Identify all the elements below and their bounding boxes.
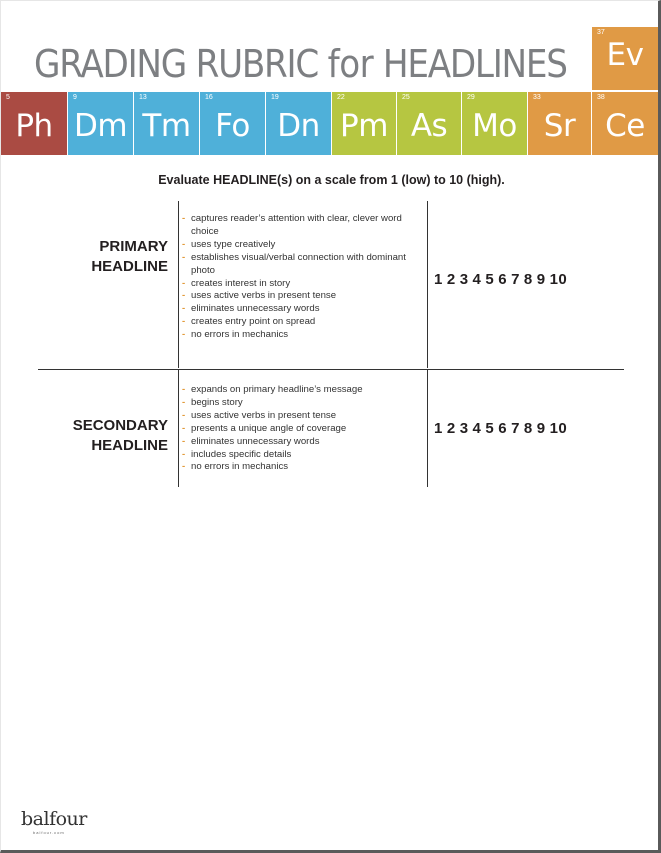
title-text-for: for bbox=[327, 42, 374, 86]
instruction-text: Evaluate HEADLINE(s) on a scale from 1 (low) to 10 (high). bbox=[158, 173, 505, 187]
element-tile-ce bbox=[592, 92, 658, 155]
tile-number: 33 bbox=[533, 94, 541, 101]
page-title bbox=[34, 41, 567, 87]
element-tile-dn bbox=[266, 92, 331, 155]
element-tile-ph bbox=[1, 92, 67, 155]
tile-number: 29 bbox=[467, 94, 475, 101]
score-option-8[interactable]: 8 bbox=[523, 271, 533, 288]
balfour-logo: balfour bbox=[21, 808, 87, 830]
score-option-3[interactable]: 3 bbox=[459, 271, 469, 288]
primary-criteria-list bbox=[182, 213, 412, 342]
criteria-item: - eliminates unnecessary words bbox=[182, 436, 412, 449]
criteria-item: - expands on primary headline’s message bbox=[182, 384, 412, 397]
tile-symbol: Dn bbox=[277, 108, 320, 144]
score-option-5[interactable]: 5 bbox=[485, 271, 495, 288]
tile-number: 9 bbox=[73, 94, 77, 101]
tile-number: 16 bbox=[205, 94, 213, 101]
score-option-10[interactable]: 10 bbox=[549, 271, 568, 288]
title-text-headlines: HEADLINES bbox=[373, 42, 567, 86]
criteria-item: - begins story bbox=[182, 397, 412, 410]
criteria-item: - no errors in mechanics bbox=[182, 329, 412, 342]
secondary-score-scale bbox=[434, 420, 571, 437]
tile-number: 38 bbox=[597, 94, 605, 101]
element-tile-as bbox=[397, 92, 461, 155]
label-line: HEADLINE bbox=[91, 437, 168, 454]
criteria-item: - establishes visual/verbal connection with dominant photo bbox=[182, 252, 412, 278]
score-option-6[interactable]: 6 bbox=[498, 271, 508, 288]
criteria-item: - eliminates unnecessary words bbox=[182, 303, 412, 316]
label-line: PRIMARY bbox=[99, 238, 168, 255]
score-option-6[interactable]: 6 bbox=[498, 420, 508, 437]
element-tile-dm bbox=[68, 92, 133, 155]
divider-vertical-left-top bbox=[178, 201, 179, 368]
tile-number: 19 bbox=[271, 94, 279, 101]
score-option-10[interactable]: 10 bbox=[549, 420, 568, 437]
criteria-item: - uses type creatively bbox=[182, 239, 412, 252]
tile-symbol: Pm bbox=[340, 108, 388, 144]
criteria-item: - includes specific details bbox=[182, 449, 412, 462]
score-option-9[interactable]: 9 bbox=[536, 271, 546, 288]
tile-symbol: As bbox=[410, 108, 448, 144]
tile-number: 5 bbox=[6, 94, 10, 101]
criteria-item: - no errors in mechanics bbox=[182, 461, 412, 474]
divider-vertical-right-bottom bbox=[427, 370, 428, 487]
tile-symbol: Sr bbox=[543, 108, 576, 144]
element-tile-sr bbox=[528, 92, 591, 155]
tile-symbol: Tm bbox=[142, 108, 191, 144]
balfour-logo-subtext: balfour.com bbox=[33, 830, 65, 835]
score-option-4[interactable]: 4 bbox=[472, 271, 482, 288]
score-option-8[interactable]: 8 bbox=[523, 420, 533, 437]
criteria-item: - presents a unique angle of coverage bbox=[182, 423, 412, 436]
tile-number: 37 bbox=[597, 29, 605, 36]
score-option-1[interactable]: 1 bbox=[434, 271, 443, 288]
secondary-criteria-list bbox=[182, 384, 412, 474]
tile-number: 25 bbox=[402, 94, 410, 101]
tile-symbol: Mo bbox=[472, 108, 517, 144]
score-option-7[interactable]: 7 bbox=[511, 420, 520, 437]
tile-symbol: Ph bbox=[15, 108, 53, 144]
score-option-5[interactable]: 5 bbox=[485, 420, 495, 437]
tile-symbol: Dm bbox=[73, 108, 128, 144]
label-line: SECONDARY bbox=[72, 417, 168, 434]
criteria-item: - captures reader’s attention with clear, clever word choice bbox=[182, 213, 412, 239]
score-option-7[interactable]: 7 bbox=[511, 271, 520, 288]
divider-horizontal bbox=[38, 369, 624, 370]
element-tile-mo bbox=[462, 92, 527, 155]
element-tile-pm bbox=[332, 92, 396, 155]
score-option-2[interactable]: 2 bbox=[446, 271, 456, 288]
title-text-grading-rubric: GRADING RUBRIC bbox=[34, 42, 328, 86]
primary-score-scale bbox=[434, 271, 571, 288]
primary-headline-label bbox=[91, 237, 168, 277]
tile-symbol: Ev bbox=[606, 37, 644, 73]
divider-vertical-left-bottom bbox=[178, 370, 179, 487]
score-option-4[interactable]: 4 bbox=[472, 420, 482, 437]
criteria-item: - creates entry point on spread bbox=[182, 316, 412, 329]
criteria-item: - creates interest in story bbox=[182, 278, 412, 291]
tile-symbol: Ce bbox=[605, 108, 645, 144]
divider-vertical-right-top bbox=[427, 201, 428, 368]
tile-number: 22 bbox=[337, 94, 345, 101]
score-option-9[interactable]: 9 bbox=[536, 420, 546, 437]
secondary-headline-label bbox=[73, 416, 168, 456]
label-line: HEADLINE bbox=[91, 258, 168, 275]
element-tile-tm bbox=[134, 92, 199, 155]
score-option-2[interactable]: 2 bbox=[446, 420, 456, 437]
tile-symbol: Fo bbox=[215, 108, 250, 144]
criteria-item: - uses active verbs in present tense bbox=[182, 410, 412, 423]
element-tile-ev bbox=[592, 27, 658, 90]
tile-number: 13 bbox=[139, 94, 147, 101]
score-option-1[interactable]: 1 bbox=[434, 420, 443, 437]
criteria-item: - uses active verbs in present tense bbox=[182, 290, 412, 303]
element-tile-fo bbox=[200, 92, 265, 155]
score-option-3[interactable]: 3 bbox=[459, 420, 469, 437]
